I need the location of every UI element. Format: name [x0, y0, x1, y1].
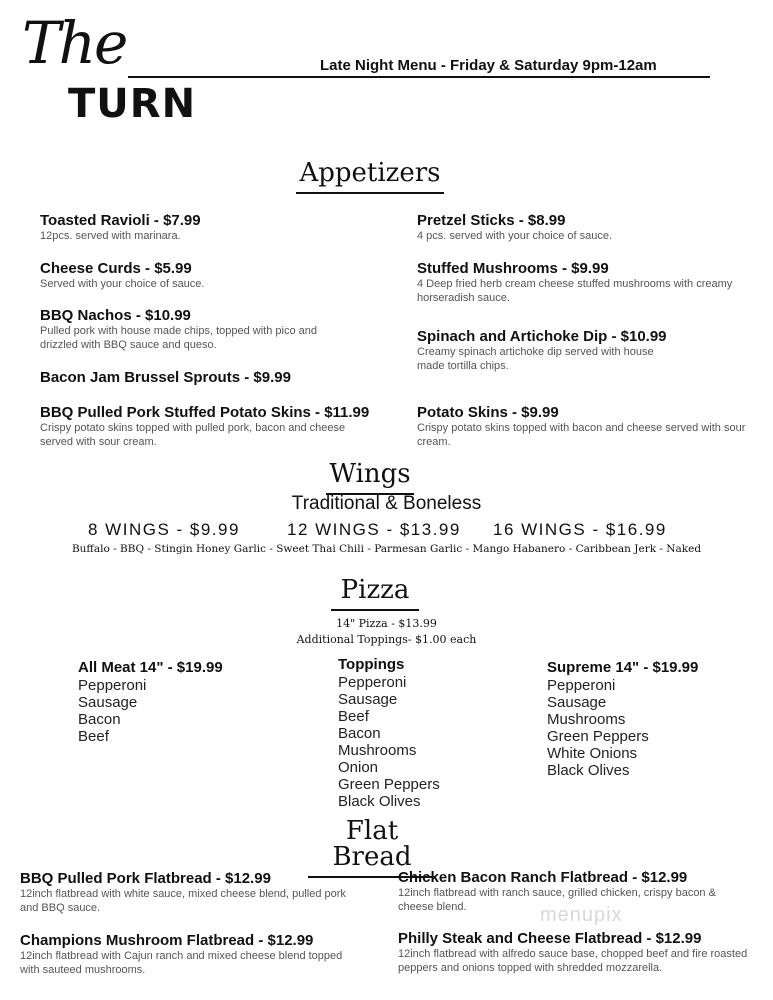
pizza-topping: Mushrooms	[338, 742, 417, 759]
pizza-underline	[331, 609, 419, 611]
pizza-topping: Pepperoni	[78, 677, 147, 694]
item-name: Champions Mushroom Flatbread - $12.99	[20, 932, 314, 949]
menu-item	[417, 212, 752, 244]
pizza-topping: Pepperoni	[338, 674, 407, 691]
item-name: Stuffed Mushrooms - $9.99	[417, 260, 609, 277]
flatbread-title: Flat Bread	[332, 816, 412, 872]
appetizers-title: Appetizers	[299, 158, 441, 188]
item-name: Toasted Ravioli - $7.99	[40, 212, 201, 229]
pizza-topping: Black Olives	[338, 793, 421, 810]
pizza-name: All Meat 14" - $19.99	[78, 659, 223, 676]
pizza-base-price: 14" Pizza - $13.99	[336, 617, 437, 630]
pizza-topping-list	[338, 674, 440, 810]
pizza-heading	[331, 577, 419, 611]
pizza-topping: Green Peppers	[547, 728, 649, 745]
menu-item	[417, 404, 752, 450]
wing-price: 16 WINGS - $16.99	[493, 520, 667, 539]
item-desc: Creamy spinach artichoke dip served with house made tortilla chips.	[417, 346, 654, 372]
item-name: Spinach and Artichoke Dip - $10.99	[417, 328, 667, 345]
logo-turn-text: TURN	[68, 81, 197, 127]
appetizers-heading	[296, 160, 444, 194]
wings-heading	[326, 461, 414, 495]
item-desc: 4 pcs. served with your choice of sauce.	[417, 230, 613, 243]
item-name: BBQ Pulled Pork Flatbread - $12.99	[20, 870, 271, 887]
item-desc: 12inch flatbread with white sauce, mixed cheese blend, pulled pork and BBQ sauce.	[20, 888, 346, 914]
menu-hours: Late Night Menu - Friday & Saturday 9pm-12am	[320, 57, 657, 74]
item-name: Cheese Curds - $5.99	[40, 260, 192, 277]
item-name: Philly Steak and Cheese Flatbread - $12.99	[398, 930, 702, 947]
pizza-topping: Black Olives	[547, 762, 630, 779]
item-desc: 12inch flatbread with alfredo sauce base, chopped beef and fire roasted peppers and onions topped with shredded mozzarella.	[398, 948, 748, 974]
pizza-name: Toppings	[338, 656, 405, 673]
logo-script-text: The	[22, 9, 127, 77]
item-desc: 12inch flatbread with ranch sauce, grilled chicken, crispy bacon & cheese blend.	[398, 887, 716, 913]
wings-title: Wings	[329, 459, 411, 489]
wings-subtitle: Traditional & Boneless	[291, 493, 482, 514]
pizza-all-meat	[78, 659, 223, 745]
appetizers-underline	[296, 192, 444, 194]
menu-item	[40, 307, 352, 353]
pizza-topping: Bacon	[338, 725, 381, 742]
item-name: BBQ Pulled Pork Stuffed Potato Skins - $11.99	[40, 404, 370, 421]
pizza-topping-list	[547, 677, 698, 779]
pizza-topping: Bacon	[78, 711, 121, 728]
pizza-topping: Beef	[78, 728, 109, 745]
item-name: Chicken Bacon Ranch Flatbread - $12.99	[398, 869, 688, 886]
menu-item	[40, 404, 370, 450]
pizza-toppings	[338, 656, 440, 810]
pizza-topping: Sausage	[547, 694, 607, 711]
pizza-topping: Sausage	[338, 691, 398, 708]
item-name: Pretzel Sticks - $8.99	[417, 212, 566, 229]
menu-item	[40, 369, 370, 386]
pizza-topping: Onion	[338, 759, 379, 776]
menu-item	[398, 930, 753, 976]
item-desc: 12inch flatbread with Cajun ranch and mixed cheese blend topped with sauteed mushrooms.	[20, 950, 343, 976]
header-rule	[128, 76, 710, 78]
menu-item	[40, 260, 370, 292]
pizza-topping: White Onions	[547, 745, 638, 762]
watermark: menupix	[540, 904, 623, 926]
menu-item	[20, 870, 350, 916]
wing-price: 12 WINGS - $13.99	[287, 520, 461, 539]
pizza-topping: Sausage	[78, 694, 138, 711]
item-desc: Crispy potato skins topped with bacon and cheese served with sour cream.	[417, 422, 746, 448]
menu-item	[40, 212, 370, 244]
item-desc: 4 Deep fried herb cream cheese stuffed mushrooms with creamy horseradish sauce.	[417, 278, 733, 304]
pizza-title: Pizza	[340, 575, 410, 605]
menu-item	[417, 260, 752, 306]
pizza-topping: Beef	[338, 708, 369, 725]
pizza-topping-list	[78, 677, 223, 745]
item-name: Potato Skins - $9.99	[417, 404, 559, 421]
item-name: Bacon Jam Brussel Sprouts - $9.99	[40, 369, 291, 386]
wing-price: 8 WINGS - $9.99	[88, 520, 240, 539]
pizza-topping: Green Peppers	[338, 776, 440, 793]
pizza-topping: Mushrooms	[547, 711, 626, 728]
menu-item	[417, 328, 667, 374]
item-desc: Served with your choice of sauce.	[40, 278, 205, 291]
pizza-name: Supreme 14" - $19.99	[547, 659, 699, 676]
menu-item	[20, 932, 350, 978]
item-name: BBQ Nachos - $10.99	[40, 307, 191, 324]
pizza-toppings-price: Additional Toppings- $1.00 each	[296, 633, 477, 646]
wing-flavors: Buffalo - BBQ - Stingin Honey Garlic - Sweet Thai Chili - Parmesan Garlic - Mango Habanero - Caribbean Jerk - Naked	[71, 543, 702, 555]
item-desc: 12pcs. served with marinara.	[40, 230, 181, 243]
pizza-supreme	[547, 659, 698, 779]
item-desc: Pulled pork with house made chips, topped with pico and drizzled with BBQ sauce and queso.	[40, 325, 318, 351]
item-desc: Crispy potato skins topped with pulled pork, bacon and cheese served with sour cream.	[40, 422, 346, 448]
pizza-topping: Pepperoni	[547, 677, 616, 694]
